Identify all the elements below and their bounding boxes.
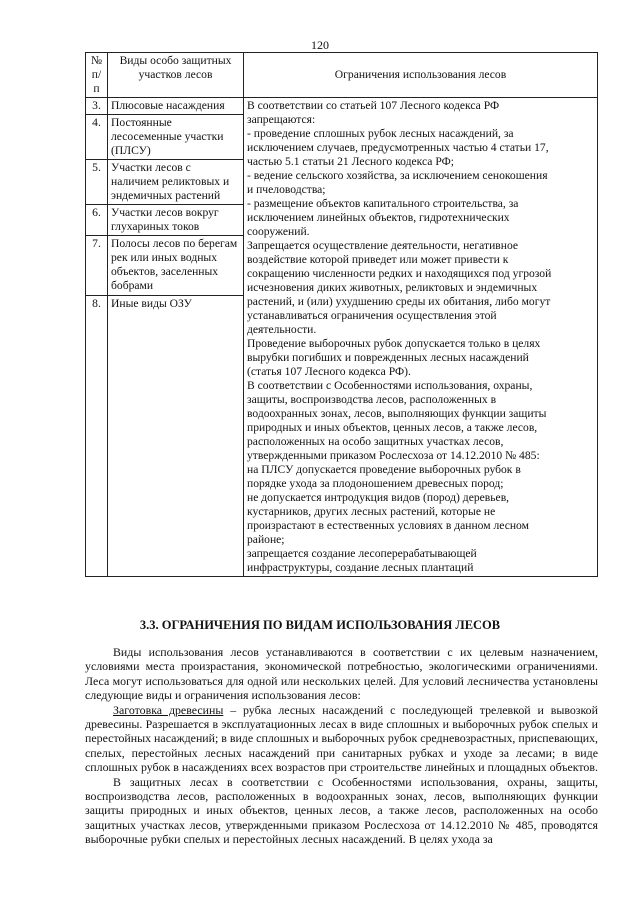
row-num: 7. [86, 236, 108, 296]
row-type: Полосы лесов по берегам рек или иных водных объектов, заселенных бобрами [108, 236, 244, 296]
restriction-line: В соответствии со статьей 107 Лесного кодекса РФ [247, 99, 500, 112]
restriction-line: не допускается интродукция видов (пород) деревьев, [247, 491, 510, 504]
restriction-line: исключением линейных объектов, гидротехнических [247, 211, 510, 224]
header-num: № п/п [86, 53, 108, 98]
restriction-line: природных и иных объектов, ценных лесов, а также лесов, [247, 421, 538, 434]
header-restrictions: Ограничения использования лесов [244, 53, 598, 98]
restriction-line: устанавливаться ограничения осуществления этой [247, 309, 497, 322]
restriction-line: исключением случаев, предусмотренных частью 4 статьи 17, [247, 141, 549, 154]
restriction-line: утвержденными приказом Рослесхоза от 14.12.2010 № 485: [247, 449, 540, 462]
table-row [86, 98, 598, 115]
restriction-line: запрещаются: [247, 113, 316, 126]
row-num: 8. [86, 296, 108, 577]
restriction-line: исчезновения диких животных, реликтовых и эндемичных [247, 281, 538, 294]
body-text [85, 645, 598, 847]
row-num: 4. [86, 115, 108, 160]
row-num: 3. [86, 98, 108, 115]
row-type: Постоянные лесосеменные участки (ПЛСУ) [108, 115, 244, 160]
header-type: Виды особо защитных участков лесов [108, 53, 244, 98]
section-heading: 3.3. ОГРАНИЧЕНИЯ ПО ВИДАМ ИСПОЛЬЗОВАНИЯ ЛЕСОВ [139, 618, 501, 632]
restriction-line: - размещение объектов капитального строительства, за [247, 197, 519, 210]
restriction-line: деятельности. [247, 323, 317, 336]
restriction-line: В соответствии с Особенностями использования, охраны, [247, 379, 533, 392]
restriction-line: инфраструктуры, создание лесных плантаций [247, 561, 474, 574]
restriction-line: - проведение сплошных рубок лесных насаждений, за [247, 127, 514, 140]
table-header-row [86, 53, 598, 98]
row-type: Участки лесов вокруг глухариных токов [108, 205, 244, 236]
restriction-line: сооружений. [247, 225, 310, 238]
row-type: Участки лесов с наличием реликтовых и эндемичных растений [108, 160, 244, 205]
restriction-line: защиты, воспроизводства лесов, расположенных в [247, 393, 497, 406]
restriction-line: районе; [247, 533, 285, 546]
restrictions-cell [244, 98, 598, 577]
restriction-line: воздействие которой приведет или может привести к [247, 253, 509, 266]
restriction-line: частью 5.1 статьи 21 Лесного кодекса РФ; [247, 155, 454, 168]
restriction-line: (статья 107 Лесного кодекса РФ). [247, 365, 411, 378]
restriction-line: расположенных на особо защитных участках лесов, [247, 435, 504, 448]
row-type: Иные виды ОЗУ [108, 296, 244, 577]
restriction-line: - ведение сельского хозяйства, за исключением сенокошения [247, 169, 548, 182]
restrictions-table [85, 52, 598, 577]
restriction-line: порядке ухода за плодоношением древесных пород; [247, 477, 504, 490]
restriction-line: и пчеловодства; [247, 183, 326, 196]
row-num: 5. [86, 160, 108, 205]
restriction-line: растений, и (или) ухудшению среды их обитания, либо могут [247, 295, 551, 308]
restriction-line: Запрещается осуществление деятельности, негативное [247, 239, 519, 252]
restriction-line: водоохранных зонах, лесов, выполняющих функции защиты [247, 407, 547, 420]
restriction-line: кустарников, других лесных растений, которые не [247, 505, 496, 518]
restriction-line: Проведение выборочных рубок допускается только в целях [247, 337, 541, 350]
paragraph: Виды использования лесов устанавливаются в соответствии с их целевым назначением, условиями места произрастания, экономической потребностью, экологическими ограничениями. Леса могут использоваться для одной или нескольких целей. Для условий лесничества установлены следующие виды и ограничения использования лесов: [85, 645, 598, 703]
restriction-line: на ПЛСУ допускается проведение выборочных рубок в [247, 463, 521, 476]
paragraph: В защитных лесах в соответствии с Особенностями использования, охраны, защиты, воспроизводства лесов, расположенных в водоохранных зонах, лесов, выполняющих функции защиты природных и иных объектов, ценных лесов, а также лесов, расположенных на особо защитных участках лесов, утвержденными приказом Рослесхоза от 14.12.2010 № 485, проводятся выборочные рубки спелых и перестойных лесных насаждений. В целях ухода за [85, 774, 598, 847]
paragraph-text: – рубка лесных насаждений с последующей трелевкой и вывозкой древесины. Разрешается в эксплуатационных лесах в виде сплошных и выборочных рубок спелых и перестойных насаждений; в виде сплошных и выборочных рубок средневозрастных, приспевающих, спелых, перестойных лесных насаждений при санитарных рубках и уходе за лесами; в виде сплошных рубок в насаждениях всех возрастов при строительстве линейных и площадных объектов. [85, 702, 599, 775]
paragraph [85, 703, 598, 775]
restriction-line: запрещается создание лесоперерабатывающей [247, 547, 477, 560]
row-num: 6. [86, 205, 108, 236]
restriction-line: вырубки погибших и поврежденных лесных насаждений [247, 351, 529, 364]
page-number: 120 [311, 38, 329, 52]
term-underlined: Заготовка древесины [113, 702, 224, 717]
restriction-line: сокращению численности редких и находящихся под угрозой [247, 267, 552, 280]
restriction-line: произрастают в естественных условиях в данном лесном [247, 519, 529, 532]
row-type: Плюсовые насаждения [108, 98, 244, 115]
